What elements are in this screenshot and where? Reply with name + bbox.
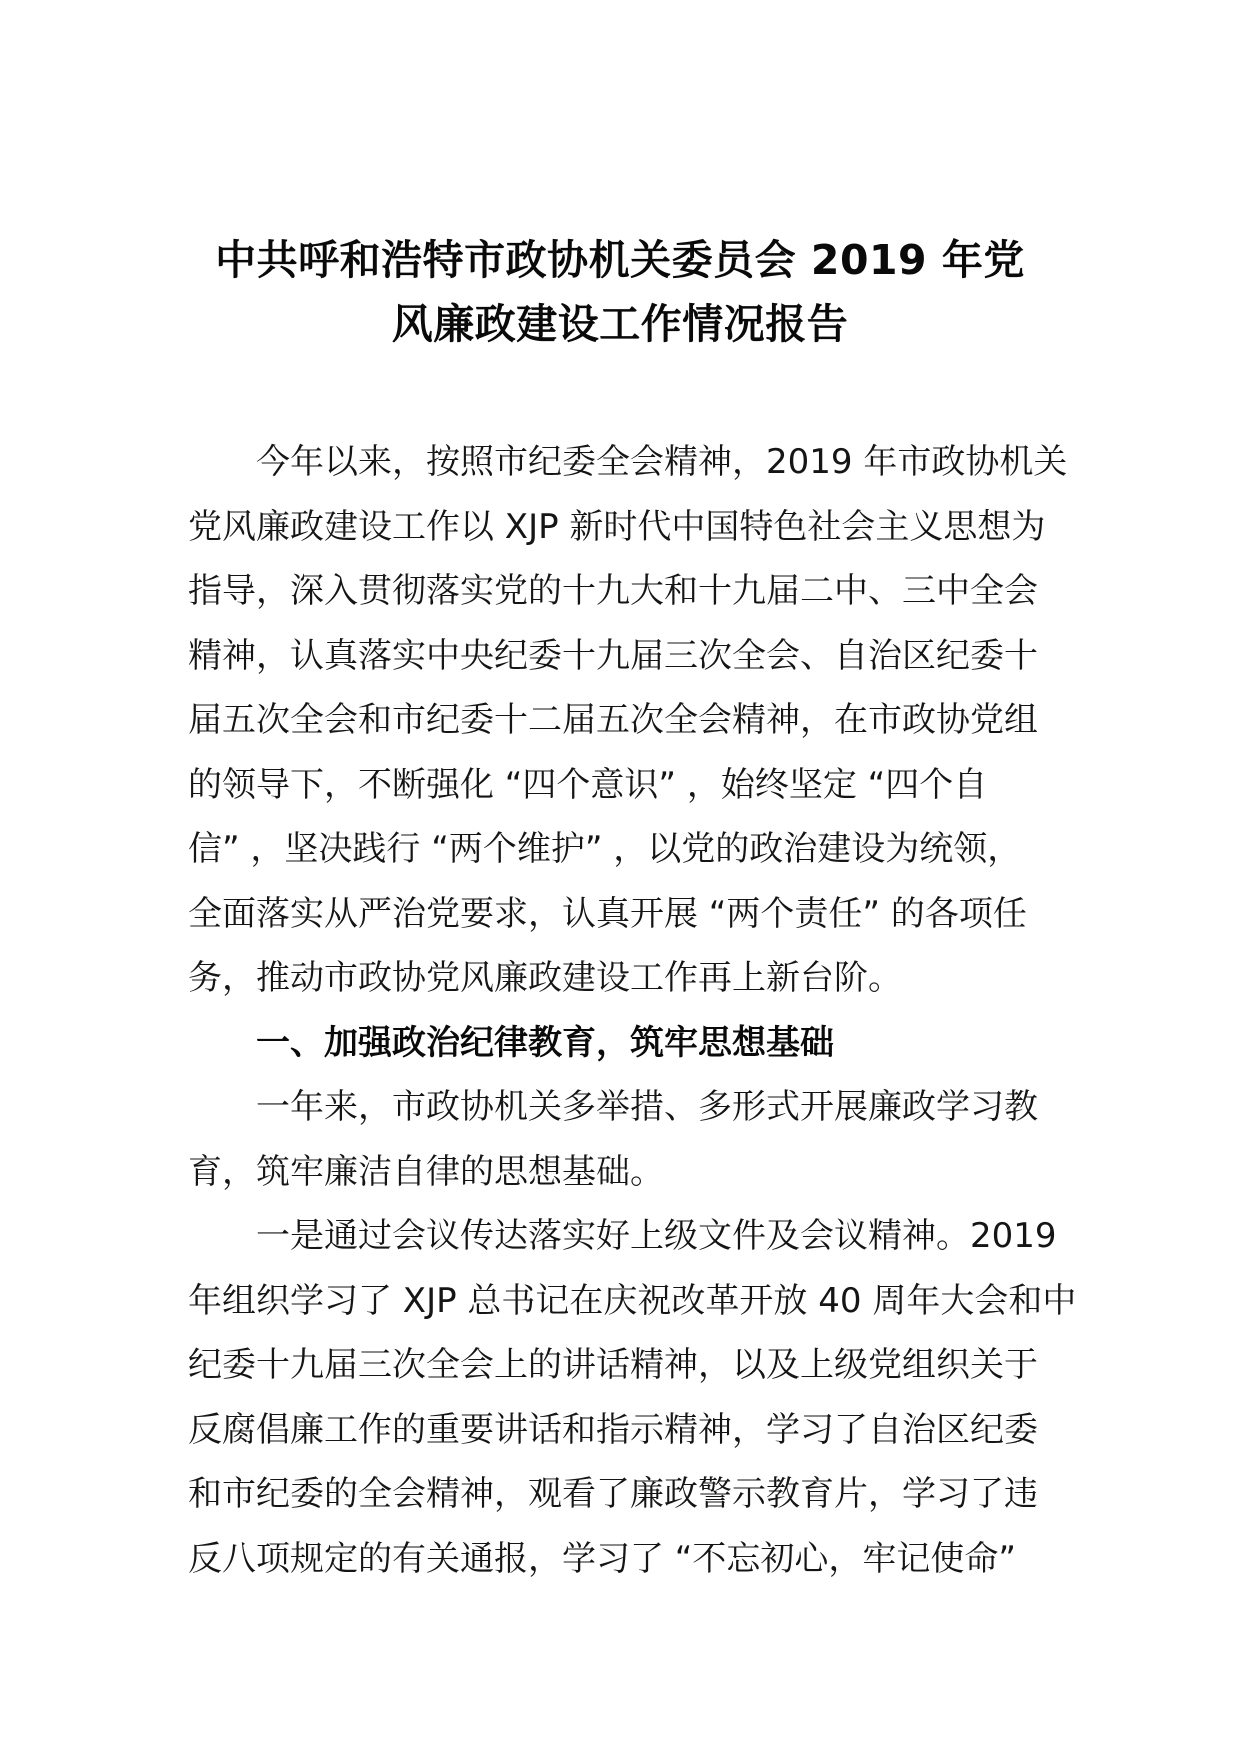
paragraph-line: 党风廉政建设工作以 XJP 新时代中国特色社会主义思想为: [188, 506, 1046, 547]
paragraph-line: 全面落实从严治党要求，认真开展 “两个责任” 的各项任: [188, 893, 1027, 934]
paragraph-line: 和市纪委的全会精神，观看了廉政警示教育片，学习了违: [188, 1474, 1038, 1514]
paragraph-line: 信” ，坚决践行 “两个维护” ，以党的政治建设为统领，: [188, 829, 1022, 869]
section-heading: 一、加强政治纪律教育，筑牢思想基础: [256, 1022, 834, 1063]
paragraph-line: 反八项规定的有关通报，学习了 “不忘初心，牢记使命”: [188, 1538, 1017, 1579]
paragraph-line: 一年来，市政协机关多举措、多形式开展廉政学习教: [256, 1087, 1038, 1127]
section-paragraph: [188, 1075, 1056, 1204]
document-body: [188, 430, 1077, 1591]
paragraph-line: 育，筑牢廉洁自律的思想基础。: [188, 1151, 664, 1192]
document-title: [170, 228, 1070, 356]
paragraph-line: 指导，深入贯彻落实党的十九大和十九届二中、三中全会: [188, 571, 1038, 611]
paragraph-line: 届五次全会和市纪委十二届五次全会精神，在市政协党组: [188, 700, 1038, 740]
paragraph-line: 今年以来，按照市纪委全会精神，2019 年市政协机关: [256, 442, 1068, 482]
title-line-1: 中共呼和浩特市政协机关委员会 2019 年党: [215, 236, 1025, 284]
paragraph-line: 纪委十九届三次全会上的讲话精神，以及上级党组织关于: [188, 1345, 1038, 1385]
intro-paragraph: [188, 430, 1068, 1011]
paragraph-line: 务，推动市政协党风廉政建设工作再上新台阶。: [188, 958, 902, 998]
section-paragraph: [188, 1204, 1077, 1591]
paragraph-line: 一是通过会议传达落实好上级文件及会议精神。2019: [256, 1216, 1057, 1256]
paragraph-line: 反腐倡廉工作的重要讲话和指示精神，学习了自治区纪委: [188, 1409, 1038, 1450]
paragraph-line: 精神，认真落实中央纪委十九届三次全会、自治区纪委十: [188, 635, 1038, 676]
paragraph-line: 的领导下，不断强化 “四个意识” ，始终坚定 “四个自: [188, 764, 988, 805]
paragraph-line: 年组织学习了 XJP 总书记在庆祝改革开放 40 周年大会和中: [188, 1280, 1077, 1321]
title-line-2: 风廉政建设工作情况报告: [391, 300, 849, 348]
